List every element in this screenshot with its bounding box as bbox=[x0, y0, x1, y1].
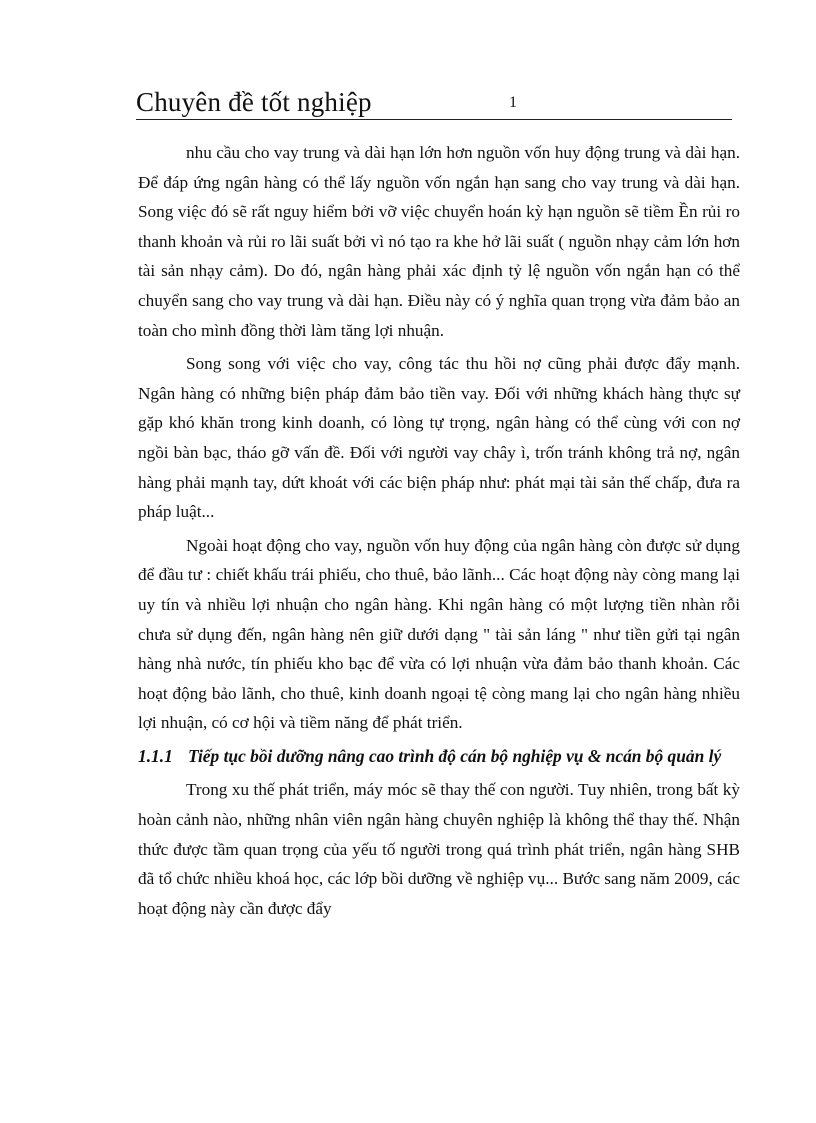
paragraph-debt-recovery: Song song với việc cho vay, công tác thu hồi nợ cũng phải được đẩy mạnh. Ngân hàng có những biện pháp đảm bảo tiền vay. Đối với những khách hàng thực sự gặp khó khăn trong kinh doanh, có lòng tự trọng, ngân hàng có thể cùng với con nợ ngồi bàn bạc, tháo gỡ vấn đề. Đối với người vay chây ì, trốn tránh không trả nợ, ngân hàng phải mạnh tay, dứt khoát với các biện pháp như: phát mại tài sản thế chấp, đưa ra pháp luật... bbox=[138, 354, 740, 522]
section-heading bbox=[138, 742, 740, 772]
document-body bbox=[138, 138, 740, 927]
paragraph-loan-funding: nhu cầu cho vay trung và dài hạn lớn hơn nguồn vốn huy động trung và dài hạn. Để đáp ứng ngân hàng có thể lấy nguồn vốn ngắn hạn sang cho vay trung và dài hạn. Song việc đó sẽ rất nguy hiểm bởi vỡ việc chuyển hoán kỳ hạn nguồn sẽ tiềm Ền rủi ro thanh khoản và rủi ro lãi suất bởi vì nó tạo ra khe hở lãi suất ( nguồn nhạy cảm lớn hơn tài sản nhạy cảm). Do đó, ngân hàng phải xác định tỷ lệ nguồn vốn ngắn hạn có thể chuyển sang cho vay trung và dài hạn. Điều này có ý nghĩa quan trọng vừa đảm bảo an toàn cho mình đồng thời làm tăng lợi nhuận. bbox=[138, 143, 740, 340]
paragraph-staff-training: Trong xu thế phát triển, máy móc sẽ thay thế con người. Tuy nhiên, trong bất kỳ hoàn cảnh nào, những nhân viên ngân hàng chuyên nghiệp là không thể thay thế. Nhận thức được tầm quan trọng của yếu tố người trong quá trình phát triển, ngân hàng SHB đã tổ chức nhiều khoá học, các lớp bồi dưỡng về nghiệp vụ... Bước sang năm 2009, các hoạt động này cần được đẩy bbox=[138, 780, 740, 918]
page-header bbox=[136, 84, 732, 120]
page-number: 1 bbox=[509, 94, 517, 111]
header-title: Chuyên đề tốt nghiệp bbox=[136, 87, 372, 117]
paragraph-investment: Ngoài hoạt động cho vay, nguồn vốn huy động của ngân hàng còn được sử dụng để đầu tư : chiết khấu trái phiếu, cho thuê, bảo lãnh... Các hoạt động này còng mang lại uy tín và nhiều lợi nhuận cho ngân hàng. Khi ngân hàng có một lượng tiền nhàn rỗi chưa sử dụng đến, ngân hàng nên giữ dưới dạng " tài sản láng " như tiền gửi tại ngân hàng nhà nước, tín phiếu kho bạc để vừa có lợi nhuận vừa đảm bảo thanh khoản. Các hoạt động bảo lãnh, cho thuê, kinh doanh ngoại tệ còng mang lại cho ngân hàng nhiều lợi nhuận, có cơ hội và tiềm năng để phát triển. bbox=[138, 535, 740, 733]
section-title: Tiếp tục bồi dưỡng nâng cao trình độ cán bộ nghiệp vụ & ncán bộ quản lý bbox=[188, 745, 722, 766]
section-number: 1.1.1 bbox=[138, 745, 173, 766]
header-rule bbox=[136, 119, 732, 120]
